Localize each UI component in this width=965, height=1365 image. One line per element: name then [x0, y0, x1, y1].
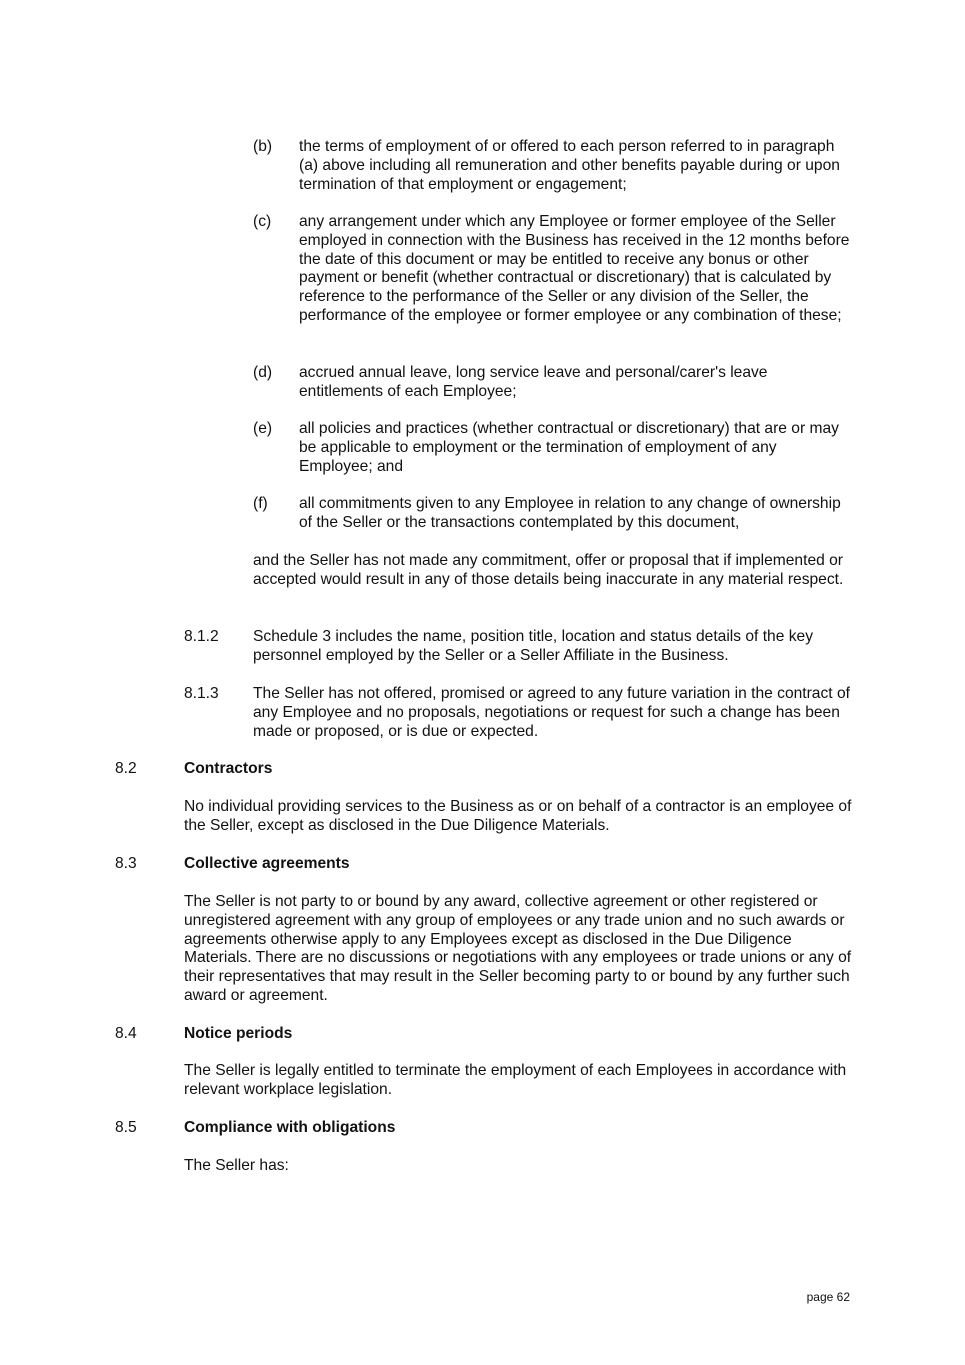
subclause-text: The Seller has not offered, promised or agreed to any future variation in the contract of any Employee and no proposals, negotiations or request for such a change has been made or proposed, or is due or expected.: [253, 685, 850, 740]
item-label: (c): [253, 213, 272, 230]
page-number: page 62: [806, 1290, 850, 1304]
item-text: all commitments given to any Employee in relation to any change of ownership of the Seller or the transactions contemplated by this document,: [299, 495, 841, 531]
section-title: Notice periods: [184, 1025, 293, 1042]
item-text: the terms of employment of or offered to each person referred to in paragraph (a) above including all remuneration and other benefits payable during or upon termination of that employment or engagement;: [299, 138, 840, 193]
item-label: (e): [253, 420, 273, 437]
subclause-number: 8.1.2: [184, 628, 219, 645]
section-title: Collective agreements: [184, 855, 350, 872]
section-body: The Seller has:: [184, 1157, 289, 1174]
item-text: any arrangement under which any Employee or former employee of the Seller employed in connection with the Business has received in the 12 months before the date of this document or may be entitled to receive any bonus or other payment or benefit (whether contractual or discretionary) that is calculated by reference to the performance of the Seller or any division of the Seller, the performance of the employee or former employee or any combination of these;: [299, 213, 850, 324]
section-body: The Seller is legally entitled to terminate the employment of each Employees in accordance with relevant workplace legislation.: [184, 1062, 847, 1098]
section-number: 8.2: [115, 760, 137, 777]
subclause-number: 8.1.3: [184, 685, 219, 702]
section-number: 8.3: [115, 855, 137, 872]
section-number: 8.4: [115, 1025, 137, 1042]
section-body: The Seller is not party to or bound by any award, collective agreement or other registered or unregistered agreement with any group of employees or any trade union and no such awards or agreements otherwise apply to any Employees except as disclosed in the Due Diligence Materials. There are no discussions or negotiations with any employees or trade unions or any of their representatives that may result in the Seller becoming party to or bound by any further such award or agreement.: [184, 893, 852, 1004]
section-title: Compliance with obligations: [184, 1119, 396, 1136]
section-body: No individual providing services to the Business as or on behalf of a contractor is an employee of the Seller, except as disclosed in the Due Diligence Materials.: [184, 798, 852, 834]
item-text: accrued annual leave, long service leave and personal/carer's leave entitlements of each Employee;: [299, 364, 768, 400]
closing-paragraph: and the Seller has not made any commitment, offer or proposal that if implemented or accepted would result in any of those details being inaccurate in any material respect.: [253, 552, 844, 588]
section-title: Contractors: [184, 760, 273, 777]
subclause-text: Schedule 3 includes the name, position title, location and status details of the key personnel employed by the Seller or a Seller Affiliate in the Business.: [253, 628, 813, 664]
item-text: all policies and practices (whether contractual or discretionary) that are or may be applicable to employment or the termination of employment of any Employee; and: [299, 420, 839, 475]
item-label: (d): [253, 364, 273, 381]
item-label: (f): [253, 495, 268, 512]
item-label: (b): [253, 138, 273, 155]
section-number: 8.5: [115, 1119, 137, 1136]
